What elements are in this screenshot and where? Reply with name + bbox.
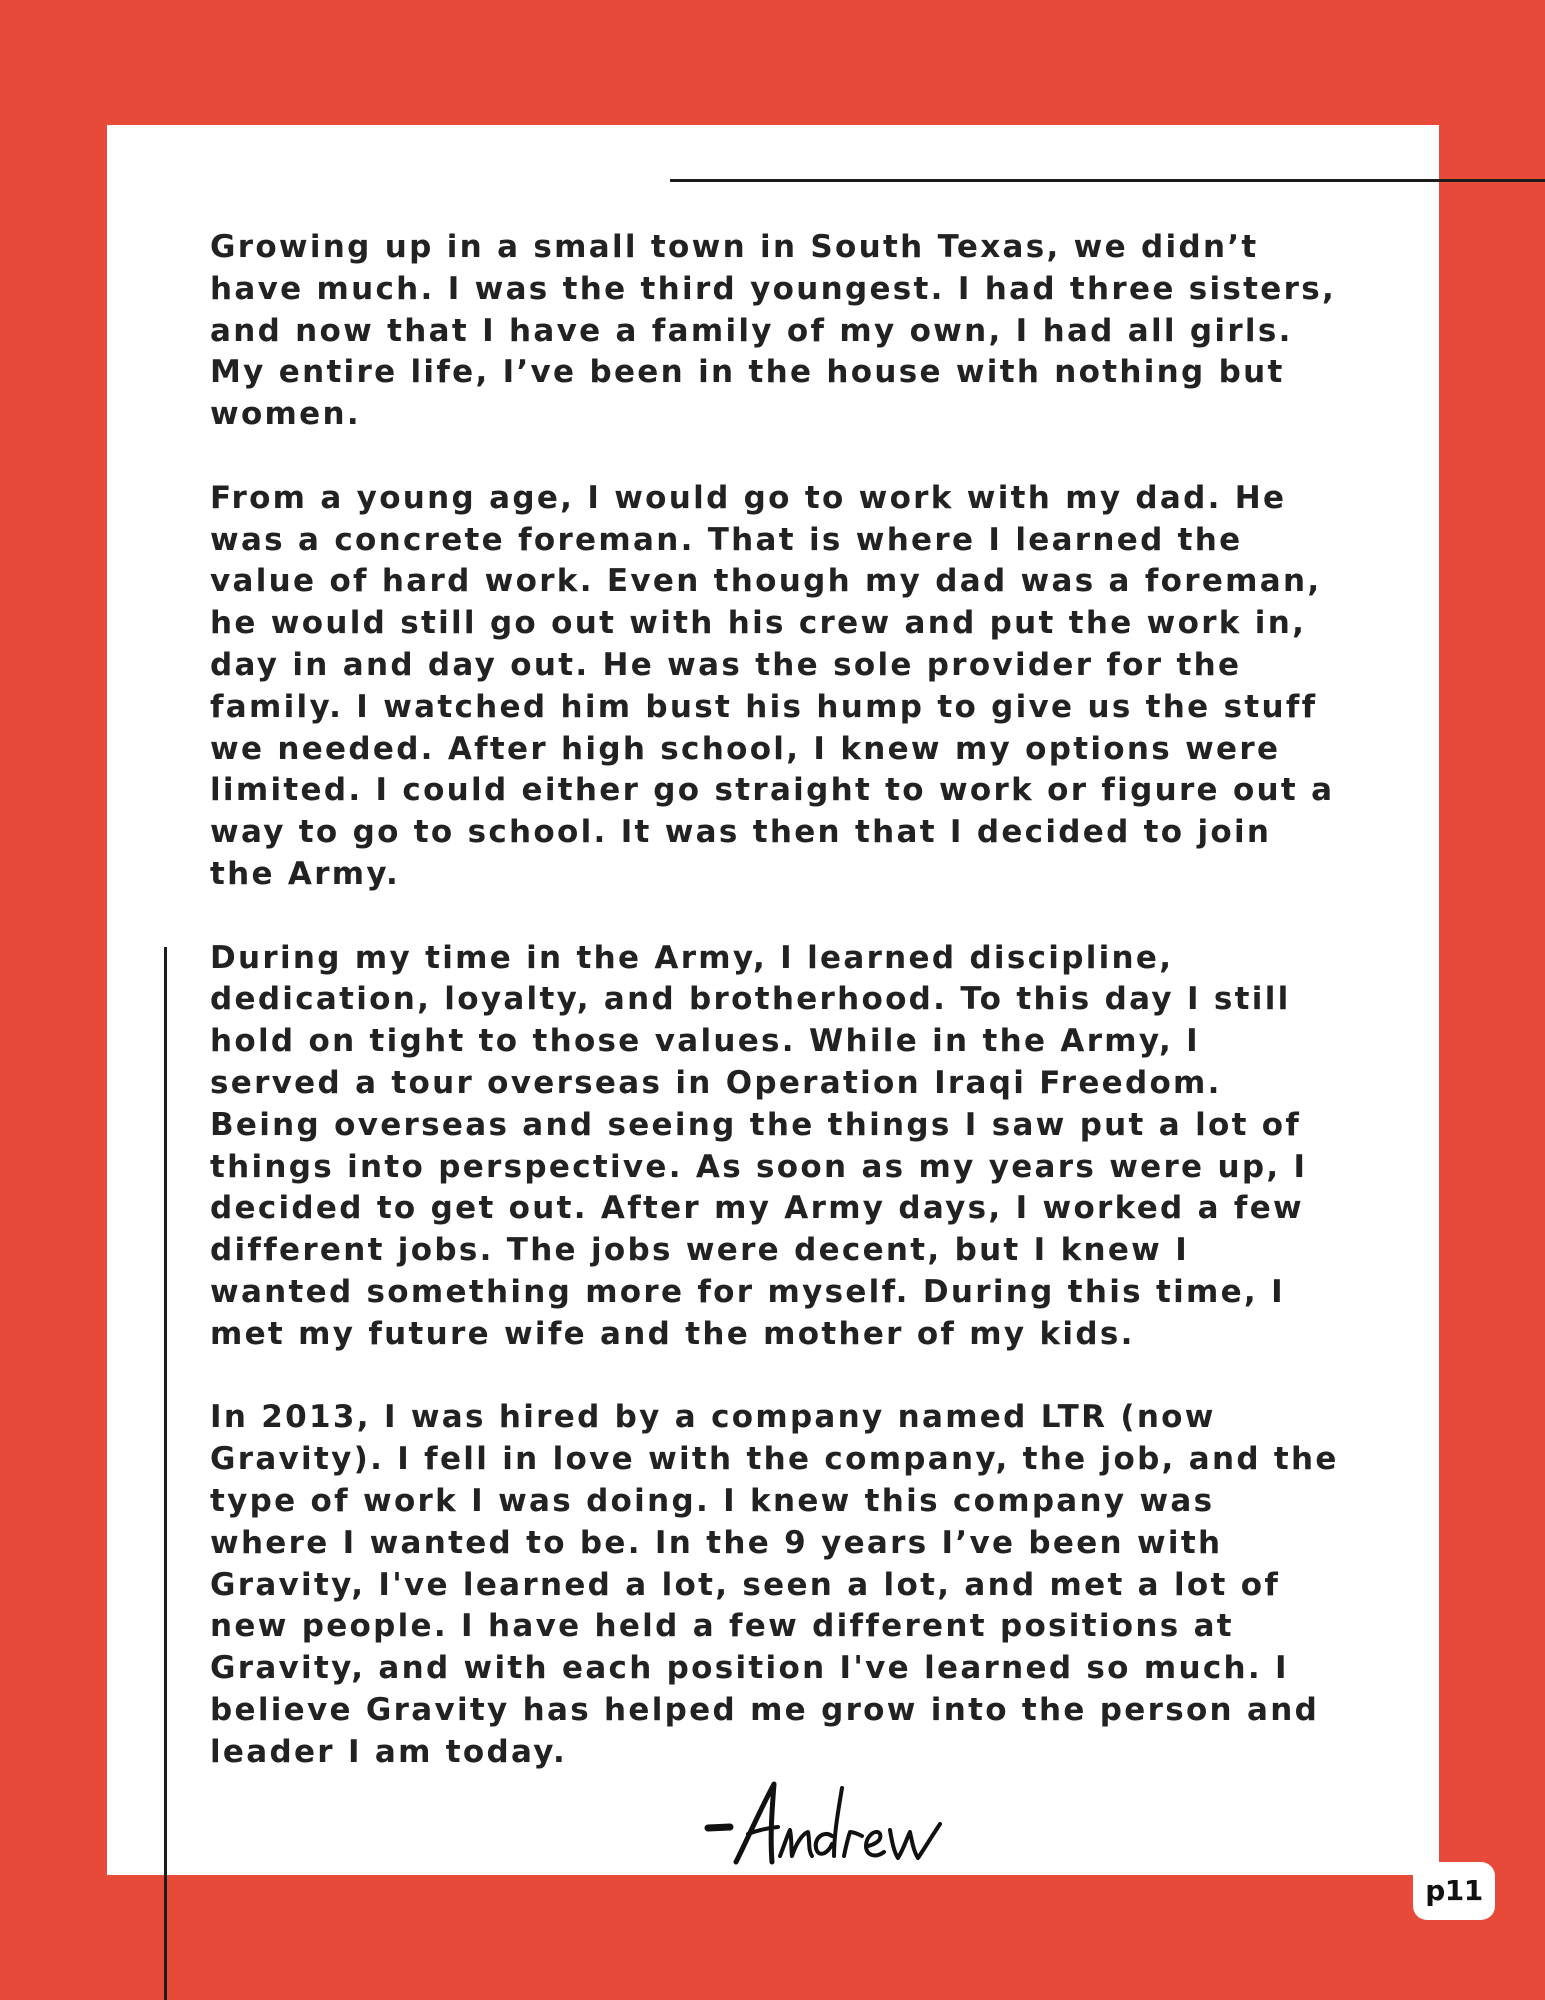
andrew-signature [700, 1770, 980, 1880]
side-decorative-rule [164, 947, 167, 2000]
paragraph-2: From a young age, I would go to work with my dad. He was a concrete foreman. That is where I learned the value of hard work. Even though my dad was a foreman, he would still go out with his crew and put the work in, day in and day out. He was the sole provider for the family. I watched him bust his hump to give us the stuff we needed. After high school, I knew my options were limited. I could either go straight to work or figure out a way to go to school. It was then that I decided to join the Army. [210, 479, 1335, 892]
paragraph-1: Growing up in a small town in South Texas, we didn’t have much. I was the third youngest. I had three sisters, and now that I have a family of my own, I had all girls. My entire life, I’ve been in the house with nothing but women. [210, 229, 1337, 433]
page-number-badge: p11 [1413, 1862, 1495, 1920]
paragraph-3: During my time in the Army, I learned discipline, dedication, loyalty, and brotherhood. To this day I still hold on tight to those values. While in the Army, I served a tour overseas in Operation Iraqi Freedom. Being overseas and seeing the things I saw put a lot of things into perspective. As soon as my years were up, I decided to get out. After my Army days, I worked a few different jobs. The jobs were decent, but I knew I wanted something more for myself. During this time, I met my future wife and the mother of my kids. [210, 939, 1308, 1352]
paragraph-4: In 2013, I was hired by a company named LTR (now Gravity). I fell in love with the company, the job, and the type of work I was doing. I knew this company was where I wanted to be. In the 9 years I’ve been with Gravity, I've learned a lot, seen a lot, and met a lot of new people. I have held a few different positions at Gravity, and with each position I've learned so much. I believe Gravity has helped me grow into the person and leader I am today. [210, 1399, 1339, 1770]
top-decorative-rule [670, 179, 1545, 182]
story-body [210, 227, 1340, 1773]
